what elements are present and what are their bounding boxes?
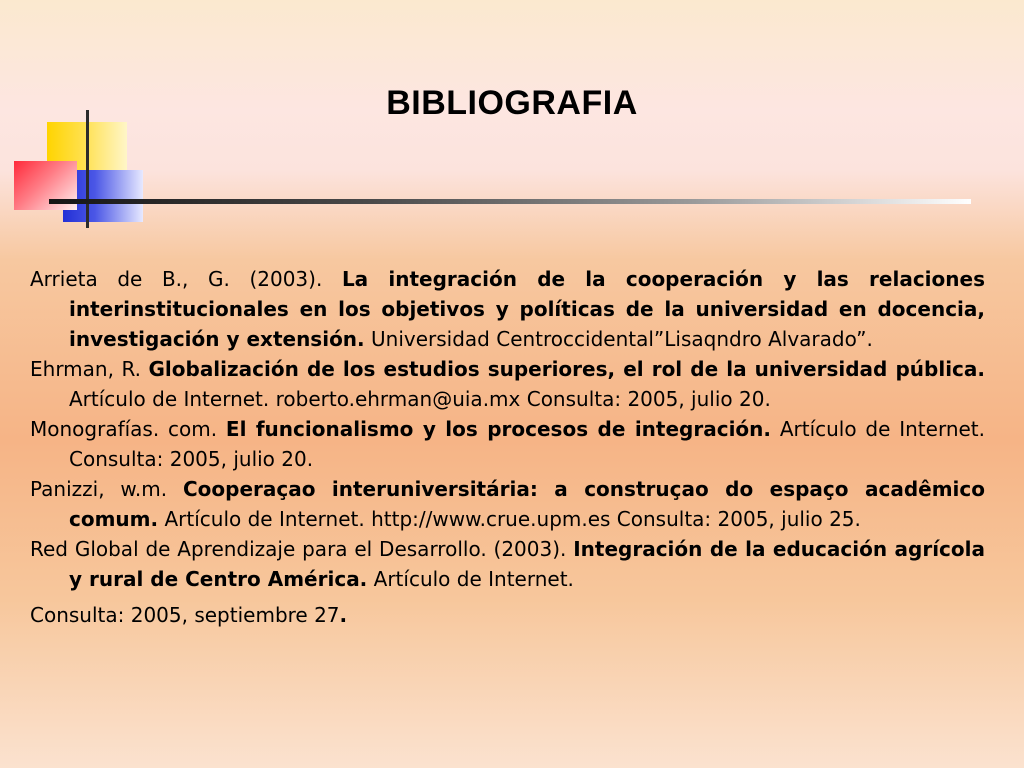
reference-title: Integración de la educación agrícola y rural de Centro América. [69, 537, 985, 591]
reference-details: Artículo de Internet. [367, 567, 574, 591]
reference-authors: Ehrman, R. [30, 357, 149, 381]
reference-details: Artículo de Internet. roberto.ehrman@uia.mx Consulta: 2005, julio 20. [69, 387, 771, 411]
reference-authors: Panizzi, w.m. [30, 477, 183, 501]
vertical-rule-decoration [86, 110, 89, 228]
slide-title: BIBLIOGRAFIA [386, 84, 638, 122]
reference-item [30, 534, 985, 630]
reference-authors: Red Global de Aprendizaje para el Desarrollo. (2003). [30, 537, 574, 561]
reference-title: Cooperaçao interuniversitária: a construçao do espaço acadêmico comum. [69, 477, 985, 531]
reference-authors: Monografías. com. [30, 417, 226, 441]
reference-title: El funcionalismo y los procesos de integración. [225, 417, 772, 441]
reference-authors: Arrieta de B., G. (2003). [30, 267, 342, 291]
horizontal-rule-decoration [49, 199, 971, 204]
reference-title: Globalización de los estudios superiores, el rol de la universidad pública. [148, 357, 985, 381]
reference-final-period: . [339, 603, 348, 627]
reference-title: La integración de la cooperación y las relaciones interinstitucionales en los objetivos y políticas de la universidad en docencia, investigación y extensión. [69, 267, 985, 351]
bibliography-list [30, 264, 985, 630]
reference-consulta-text: Consulta: 2005, septiembre 27 [30, 603, 340, 627]
reference-item [30, 474, 985, 534]
reference-item [30, 264, 985, 354]
reference-item [30, 414, 985, 474]
reference-details: Universidad Centroccidental”Lisaqndro Alvarado”. [364, 327, 873, 351]
reference-details: Artículo de Internet. http://www.crue.upm.es Consulta: 2005, julio 25. [158, 507, 861, 531]
reference-consulta-line [30, 600, 985, 630]
reference-item [30, 354, 985, 414]
reference-details: Artículo de Internet. Consulta: 2005, julio 20. [69, 417, 985, 471]
